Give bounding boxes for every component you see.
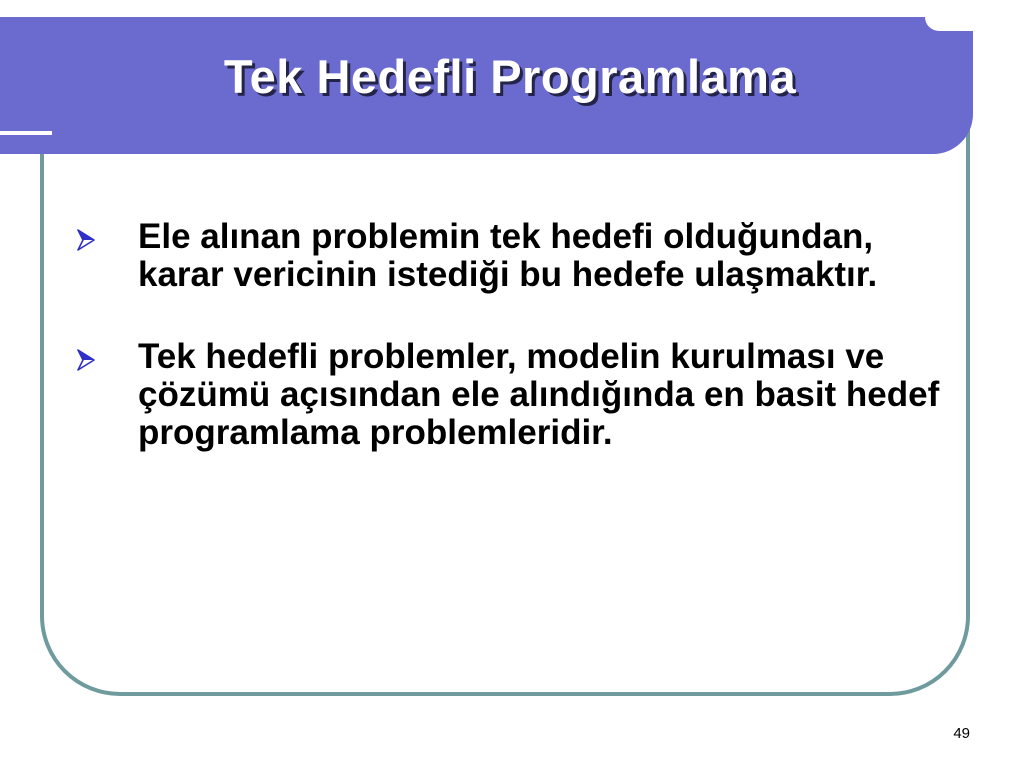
bullet-text: Tek hedefli problemler, modelin kurulması ve çözümü açısından ele alındığında en basit hedef programlama problemleridir.	[138, 337, 940, 452]
slide-title: Tek Hedefli Programlama	[223, 50, 797, 103]
title-banner-corner	[925, 17, 973, 31]
title-accent-line	[0, 131, 52, 135]
bullet-text: Ele alınan problemin tek hedefi olduğundan, karar vericinin istediği bu hedefe ulaşmaktır.	[138, 217, 878, 294]
bullet-list	[70, 218, 940, 496]
arrow-bullet-icon	[70, 340, 138, 380]
bullet-item	[70, 218, 940, 294]
bullet-item	[70, 338, 940, 452]
page-number: 49	[953, 725, 970, 742]
arrow-bullet-icon	[70, 220, 138, 260]
